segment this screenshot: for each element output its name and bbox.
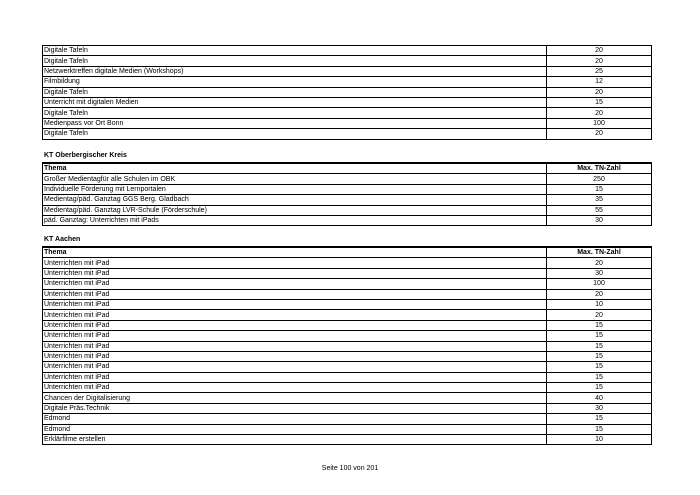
cell-max-tn: 30: [547, 215, 652, 225]
cell-max-tn: 15: [547, 184, 652, 194]
cell-thema: Medientag/päd. Ganztag LVR-Schule (Förderschule): [43, 205, 547, 215]
table-row: [43, 46, 652, 56]
column-header-thema: Thema: [43, 163, 547, 174]
table-row: [43, 299, 652, 309]
cell-max-tn: 20: [547, 56, 652, 66]
table-row: [43, 129, 652, 139]
cell-thema: Unterrichten mit iPad: [43, 383, 547, 393]
cell-max-tn: 20: [547, 258, 652, 268]
table-row: [43, 341, 652, 351]
table-continued-body: [43, 46, 652, 140]
table-header-row: [43, 163, 652, 174]
cell-thema: Digitale Tafeln: [43, 129, 547, 139]
cell-thema: Unterrichten mit iPad: [43, 279, 547, 289]
cell-thema: Medienpass vor Ort Bonn: [43, 118, 547, 128]
cell-max-tn: 15: [547, 362, 652, 372]
table-row: [43, 372, 652, 382]
table-row: [43, 435, 652, 445]
cell-thema: Digitale Tafeln: [43, 46, 547, 56]
cell-max-tn: 35: [547, 195, 652, 205]
table-header-row: [43, 247, 652, 258]
table-row: [43, 351, 652, 361]
cell-thema: Medientag/päd. Ganztag GGS Berg. Gladbach: [43, 195, 547, 205]
cell-max-tn: 12: [547, 77, 652, 87]
table-row: [43, 320, 652, 330]
cell-max-tn: 15: [547, 424, 652, 434]
cell-thema: Individuelle Förderung mit Lernportalen: [43, 184, 547, 194]
page-number: Seite 100 von 201: [321, 465, 379, 472]
table-row: [43, 383, 652, 393]
table-aachen-body: [43, 258, 652, 445]
cell-thema: Erklärfilme erstellen: [43, 435, 547, 445]
cell-thema: Unterrichten mit iPad: [43, 331, 547, 341]
table-row: [43, 331, 652, 341]
cell-max-tn: 15: [547, 351, 652, 361]
table-row: [43, 108, 652, 118]
cell-thema: Unterrichten mit iPad: [43, 362, 547, 372]
table-row: [43, 289, 652, 299]
cell-max-tn: 15: [547, 331, 652, 341]
table-row: [43, 77, 652, 87]
table-row: [43, 56, 652, 66]
table-row: [43, 87, 652, 97]
cell-max-tn: 15: [547, 372, 652, 382]
cell-max-tn: 20: [547, 108, 652, 118]
cell-thema: Digitale Tafeln: [43, 56, 547, 66]
cell-thema: Unterrichten mit iPad: [43, 268, 547, 278]
cell-thema: Edmond: [43, 424, 547, 434]
cell-thema: Chancen der Digitalisierung: [43, 393, 547, 403]
table-row: [43, 258, 652, 268]
cell-max-tn: 15: [547, 97, 652, 107]
cell-thema: Unterrichten mit iPad: [43, 341, 547, 351]
table-oberbergischer-kreis: [42, 162, 652, 226]
cell-max-tn: 250: [547, 174, 652, 184]
cell-thema: Digitale Tafeln: [43, 108, 547, 118]
cell-max-tn: 25: [547, 66, 652, 76]
table-row: [43, 268, 652, 278]
cell-thema: Unterrichten mit iPad: [43, 351, 547, 361]
cell-max-tn: 15: [547, 383, 652, 393]
cell-max-tn: 100: [547, 118, 652, 128]
table-row: [43, 403, 652, 413]
section-title-oberbergischer-kreis: KT Oberbergischer Kreis: [44, 152, 127, 159]
table-row: [43, 66, 652, 76]
column-header-max-tn: Max. TN-Zahl: [547, 163, 652, 174]
cell-max-tn: 15: [547, 414, 652, 424]
cell-max-tn: 10: [547, 435, 652, 445]
table-row: [43, 118, 652, 128]
table-row: [43, 174, 652, 184]
column-header-max-tn: Max. TN-Zahl: [547, 247, 652, 258]
cell-max-tn: 40: [547, 393, 652, 403]
table-aachen: [42, 246, 652, 445]
table-row: [43, 310, 652, 320]
cell-thema: Digitale Präs.Technik: [43, 403, 547, 413]
column-header-thema: Thema: [43, 247, 547, 258]
cell-thema: Unterrichten mit iPad: [43, 372, 547, 382]
cell-max-tn: 20: [547, 87, 652, 97]
table-row: [43, 97, 652, 107]
cell-max-tn: 10: [547, 299, 652, 309]
table-row: [43, 195, 652, 205]
cell-thema: päd. Ganztag: Unterrichten mit iPads: [43, 215, 547, 225]
cell-thema: Filmbildung: [43, 77, 547, 87]
table-continued: [42, 45, 652, 140]
table-row: [43, 205, 652, 215]
cell-thema: Netzwerktreffen digitale Medien (Workshops): [43, 66, 547, 76]
table-row: [43, 362, 652, 372]
cell-max-tn: 20: [547, 289, 652, 299]
cell-max-tn: 15: [547, 320, 652, 330]
cell-max-tn: 55: [547, 205, 652, 215]
cell-thema: Unterricht mit digitalen Medien: [43, 97, 547, 107]
table-row: [43, 393, 652, 403]
cell-thema: Unterrichten mit iPad: [43, 299, 547, 309]
cell-max-tn: 30: [547, 268, 652, 278]
section-title-aachen: KT Aachen: [44, 236, 81, 243]
table-row: [43, 279, 652, 289]
table-row: [43, 424, 652, 434]
table-row: [43, 215, 652, 225]
cell-max-tn: 15: [547, 341, 652, 351]
cell-max-tn: 20: [547, 129, 652, 139]
cell-max-tn: 20: [547, 310, 652, 320]
cell-max-tn: 100: [547, 279, 652, 289]
cell-thema: Unterrichten mit iPad: [43, 310, 547, 320]
table-row: [43, 414, 652, 424]
cell-thema: Unterrichten mit iPad: [43, 258, 547, 268]
cell-max-tn: 30: [547, 403, 652, 413]
cell-thema: Unterrichten mit iPad: [43, 320, 547, 330]
cell-thema: Unterrichten mit iPad: [43, 289, 547, 299]
cell-max-tn: 20: [547, 46, 652, 56]
cell-thema: Digitale Tafeln: [43, 87, 547, 97]
cell-thema: Großer Medientagfür alle Schulen im OBK: [43, 174, 547, 184]
cell-thema: Edmond: [43, 414, 547, 424]
table-oberbergischer-kreis-body: [43, 174, 652, 226]
table-row: [43, 184, 652, 194]
